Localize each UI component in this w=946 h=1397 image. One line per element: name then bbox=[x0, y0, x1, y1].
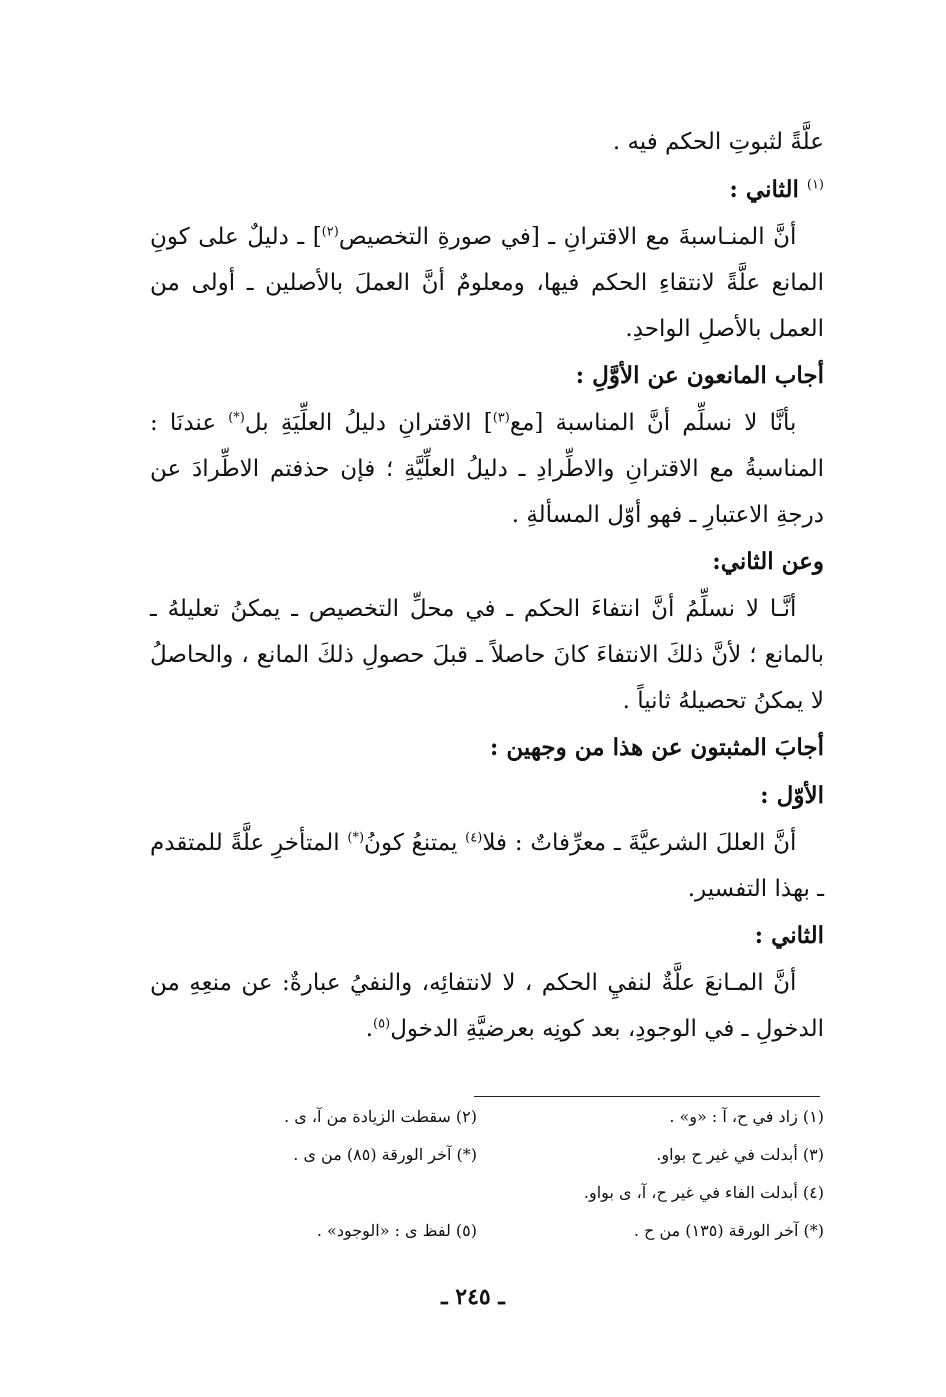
footnotes bbox=[150, 1098, 824, 1250]
footnote-1: (١) زاد في ح، آ : «و» . bbox=[669, 1107, 824, 1126]
heading-first-text: الأوّل : bbox=[760, 782, 824, 809]
footnote-star-2: (*) آخر الورقة (١٣٥) من ح . bbox=[633, 1221, 824, 1240]
paragraph-second-1 bbox=[150, 214, 824, 352]
heading-reply-first bbox=[150, 352, 824, 400]
paragraph-reply-second bbox=[150, 586, 824, 724]
footnote-4: (٤) أبدلت الفاء في غير ح، آ، ى بواو. bbox=[583, 1183, 824, 1202]
footnote-ref-star-1: (*) bbox=[228, 410, 245, 426]
footnote-3: (٣) أبدلت في غير ح بواو. bbox=[656, 1145, 824, 1164]
heading-reply-second bbox=[150, 538, 824, 586]
intro-line bbox=[150, 118, 824, 166]
paragraph-reply-first-part-a: بأنَّا لا نسلِّم أنَّ المناسبة [مع bbox=[509, 410, 797, 436]
paragraph-first-part-a: أنَّ العللَ الشرعيَّةَ ـ معرِّفاتٌ : فلا bbox=[482, 830, 797, 856]
paragraph-reply-second-text: أنَّـا لا نسلِّمُ أنَّ انتفاءَ الحكم ـ في محلِّ التخصيص ـ يمكنُ تعليلهُ ـ بالمانع ؛ لأنَّ ذلكَ الانتفاءَ كانَ حاصلاً ـ قبلَ حصولِ ذلكَ المانع ، والحاصلُ لا يمكنُ تحصيلهُ ثانياً . bbox=[150, 596, 824, 714]
footnote-star-1: (*) آخر الورقة (٨٥) من ى . bbox=[293, 1145, 477, 1164]
heading-answer bbox=[150, 724, 824, 772]
heading-first bbox=[150, 772, 824, 820]
footnote-ref-2: (٢) bbox=[321, 224, 339, 240]
footnote-ref-5: (٥) bbox=[373, 1016, 391, 1032]
paragraph-first-part-b: يمتنعُ كونُ bbox=[364, 830, 466, 856]
footnote-ref-star-2: (*) bbox=[347, 830, 365, 846]
paragraph-second-1-part-b: ] ـ دليلٌ على كونِ المانع علَّةً لانتقاءِ الحكم فيها، ومعلومٌ أنَّ العملَ بالأصلين ـ أولى من العمل بالأصلِ الواحدِ. bbox=[150, 224, 824, 342]
heading-reply-first-text: أجاب المانعون عن الأوَّلِ : bbox=[575, 362, 824, 389]
paragraph-first bbox=[150, 820, 824, 912]
main-text bbox=[150, 118, 824, 1052]
heading-answer-text: أجابَ المثبتون عن هذا من وجهين : bbox=[489, 734, 824, 761]
footnote-ref-3: (٣) bbox=[492, 410, 510, 426]
paragraph-second-2 bbox=[150, 960, 824, 1052]
footnote-ref-1: (١) bbox=[806, 177, 824, 193]
paragraph-first-part-c: المتأخرِ علَّةً للمتقدم ـ بهذا التفسير. bbox=[150, 830, 824, 902]
intro-text: علَّةً لثبوتِ الحكم فيه . bbox=[612, 129, 824, 155]
heading-second-2-text: الثاني : bbox=[754, 922, 824, 949]
page-number: ـ ٢٤٥ ـ bbox=[441, 1284, 505, 1310]
footnote-divider bbox=[474, 1096, 820, 1097]
heading-second-1 bbox=[150, 166, 824, 214]
footnote-2: (٢) سقطت الزيادة من آ، ى . bbox=[284, 1107, 477, 1126]
heading-reply-second-text: وعن الثاني: bbox=[712, 548, 824, 575]
paragraph-second-1-part-a: أنَّ المنـاسبةَ مع الاقترانِ ـ [في صورةِ التخصيص bbox=[338, 224, 797, 250]
footnote-5: (٥) لفظ ى : «الوجود» . bbox=[316, 1221, 477, 1240]
paragraph-second-2-part-a: أنَّ المـانعَ علَّةٌ لنفيِ الحكم ، لا لانتفائِه، والنفيُ عبارةٌ: عن منعِهِ من الدخولِ ـ في الوجودِ، بعد كونِه بعرضيَّةِ الدخول bbox=[150, 970, 824, 1042]
paragraph-reply-first bbox=[150, 400, 824, 538]
paragraph-reply-first-part-c: عندنَا : المناسبةُ مع الاقترانِ والاطِّرادِ ـ دليلُ العلِّيَّةِ ؛ فإن حذفتم الاطِّرادَ عن درجةِ الاعتبارِ ـ فهو أوّل المسألةِ . bbox=[150, 410, 824, 528]
paragraph-second-2-part-b: . bbox=[365, 1016, 374, 1042]
heading-second-1-text: الثاني : bbox=[729, 176, 799, 203]
footnote-ref-4: (٤) bbox=[465, 830, 483, 846]
paragraph-reply-first-part-b: ] الاقترانِ دليلُ العلِّيَةِ بل bbox=[244, 410, 493, 436]
heading-second-2 bbox=[150, 912, 824, 960]
